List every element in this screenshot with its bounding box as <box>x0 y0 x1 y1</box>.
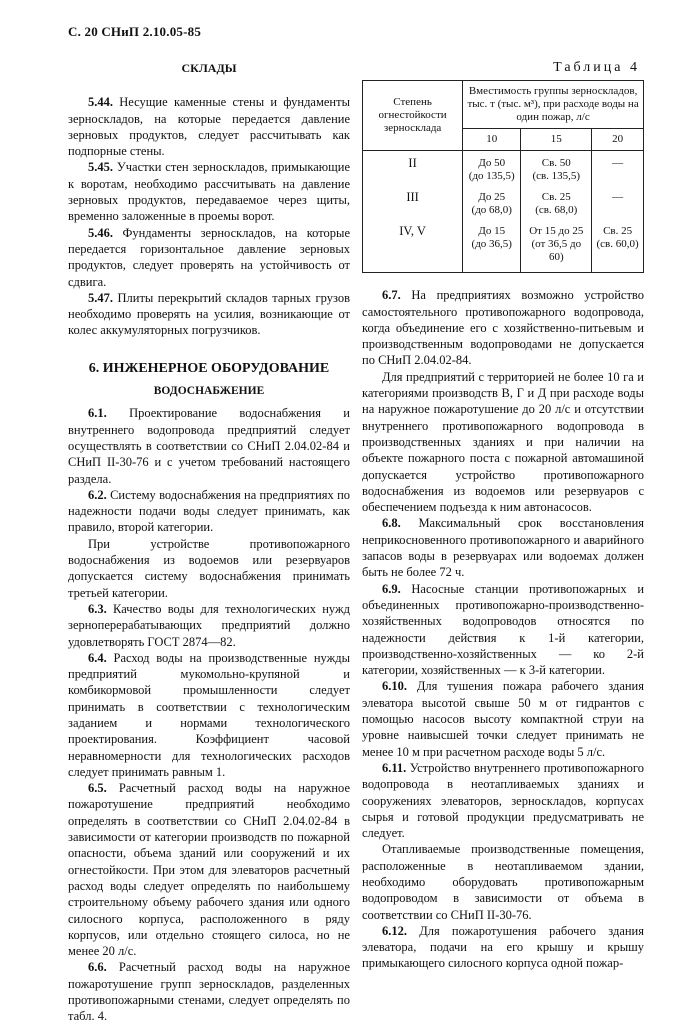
cell-15 <box>521 219 592 273</box>
clause-number: 6.5. <box>88 781 107 796</box>
cell-15 <box>521 185 592 219</box>
clause-number: 6.4. <box>88 650 107 665</box>
clause-text: Насосные станции противопожарных и объединенных противопожарно-производственно-хозяйственных водопроводов относятся по надежности действия к 1-й категории, производственно-хозяйственных — ко 2-й категории, хозяйственных — к 3-й категории. <box>362 581 645 678</box>
cell-line: (св. 60,0) <box>596 238 639 251</box>
clause-number: 6.2. <box>88 487 107 502</box>
cell-15 <box>521 151 592 186</box>
cell-line: Св. 50 <box>541 157 571 170</box>
paragraph-5-44 <box>68 94 350 159</box>
clause-text: Отапливаемые производственные помещения, расположенные в неотапливаемом здании, необходимо оборудовать противопожарным водопроводом в зависимости от объема в соответствии со СНиП II-30-76. <box>362 842 644 922</box>
cell-10 <box>463 151 521 186</box>
paragraph-6-2 <box>68 487 350 536</box>
clause-text: Несущие каменные стены и фундаменты зерноскладов, на которые передается давление зерновых продуктов, следует рассчитывать как подпорные стены. <box>68 95 350 159</box>
clause-text: Расход воды на производственные нужды предприятий мукомольно-крупяной и комбикормовой промышленности следует принимать в соответствии с технологическим заданием и нормами технологического проектирования. Коэффициент часовой неравномерности для технологических расходов следует принимать равным 1. <box>68 650 351 779</box>
cell-line: — <box>612 157 624 170</box>
flow-header-20: 20 <box>592 129 644 151</box>
clause-number: 6.12. <box>382 923 407 938</box>
table-row <box>363 185 644 219</box>
cell-line: От 15 до 25 <box>529 225 584 238</box>
cell-20 <box>592 185 644 219</box>
clause-text: Проектирование водоснабжения и внутреннего водопровода предприятий следует осуществлять в соответствии со СНиП 2.04.02-84 и СНиП II-30-76 и с учетом требований настоящего раздела. <box>68 406 350 486</box>
cell-line: До 25 <box>478 191 506 204</box>
left-column <box>68 60 350 1025</box>
clause-text: Максимальный срок восстановления неприкосновенного противопожарного и аварийного запасов воды в резервуарах или водоемах должен быть не более 72 ч. <box>362 516 645 580</box>
clause-text: Расчетный расход воды на наружное пожаротушение групп зерноскладов, разделенных противопожарными стенами, следует определять по табл. 4. <box>68 960 350 1024</box>
clause-number: 6.9. <box>382 581 401 596</box>
table-caption: Таблица 4 <box>553 60 640 75</box>
cell-degree: IV, V <box>363 219 463 273</box>
clause-text: Фундаменты зерноскладов, на которые передается горизонтальное давление зерновых продуктов, следует проверять на устойчивость от сдвига. <box>68 225 350 289</box>
cell-line: (от 36,5 до 60) <box>531 238 582 264</box>
table-row <box>363 151 644 186</box>
clause-text: При устройстве противопожарного водоснабжения из водоемов или резервуаров допускается систему водоснабжения принимать третьей категории. <box>68 536 350 600</box>
cell-line: Св. 25 <box>603 225 633 238</box>
clause-text: Для тушения пожара рабочего здания элеватора высотой свыше 50 м от гидрантов с помощью насосов высоту компактной струи на уровне наивысшей точки следует принимать не менее 10 м при расчетном расходе воды 5 л/с. <box>362 679 644 759</box>
clause-number: 5.46. <box>88 225 113 240</box>
cell-line: (до 135,5) <box>468 170 515 183</box>
subsection-title: ВОДОСНАБЖЕНИЕ <box>153 385 265 398</box>
cell-degree: II <box>363 151 463 186</box>
table-4 <box>362 80 644 273</box>
section-title-sklady: СКЛАДЫ <box>181 61 237 75</box>
clause-text: Для предприятий с территорией не более 10 га и категориями производств В, Г и Д при расходе воды на наружное пожаротушение до 20 л/с и отсутствии внутреннего противопожарного водопровода в производственных зданиях и при наличии на объекте пожарного поста с пожарной автомашиной допускается устройство противопожарного водоснабжения из водоемов или резервуаров с обеспечением подъезда к ним автонасосов. <box>362 369 644 515</box>
clause-text: Систему водоснабжения на предприятиях по надежности подачи воды следует принимать, как правило, второй категории. <box>68 487 351 535</box>
paragraph-6-2-cont <box>68 536 350 601</box>
clause-number: 6.6. <box>88 960 107 975</box>
clause-text: Участки стен зерноскладов, примыкающие к воротам, необходимо рассчитывать на давление зерновых продуктов, передаваемое через щиты, временно заложенные в проемы ворот. <box>68 160 350 224</box>
chapter-title: 6. ИНЖЕНЕРНОЕ ОБОРУДОВАНИЕ <box>88 360 330 376</box>
cell-line: (до 68,0) <box>471 204 512 217</box>
table-row <box>363 219 644 273</box>
paragraph-5-46 <box>68 225 350 290</box>
paragraph-6-7 <box>362 287 644 368</box>
paragraph-6-11-cont <box>362 841 644 922</box>
clause-number: 6.8. <box>382 516 401 531</box>
clause-number: 5.44. <box>88 95 113 110</box>
paragraph-5-47 <box>68 290 350 339</box>
clause-text: Плиты перекрытий складов тарных грузов необходимо проверять на усилия, возникающие от колес аккумуляторных погрузчиков. <box>68 290 350 338</box>
cell-10 <box>463 185 521 219</box>
cell-20 <box>592 151 644 186</box>
clause-number: 6.7. <box>382 288 401 303</box>
flow-header-10: 10 <box>463 129 521 151</box>
clause-number: 6.1. <box>88 406 107 421</box>
cell-10 <box>463 219 521 273</box>
cell-20 <box>592 219 644 273</box>
cell-line: (до 36,5) <box>471 238 512 251</box>
clause-number: 5.47. <box>88 290 113 305</box>
cell-line: До 15 <box>478 225 506 238</box>
clause-number: 6.3. <box>88 601 107 616</box>
paragraph-5-45 <box>68 159 350 224</box>
paragraph-6-6 <box>68 959 350 1024</box>
paragraph-6-12 <box>362 923 644 972</box>
paragraph-6-8 <box>362 515 644 580</box>
cell-line: (св. 68,0) <box>535 204 578 217</box>
paragraph-6-4 <box>68 650 350 780</box>
cell-line: — <box>612 191 624 204</box>
flow-header-15: 15 <box>521 129 592 151</box>
cell-line: Св. 25 <box>541 191 571 204</box>
clause-number: 5.45. <box>88 160 113 175</box>
paragraph-6-11 <box>362 760 644 841</box>
clause-number: 6.11. <box>382 760 407 775</box>
right-column <box>362 60 644 972</box>
running-head: С. 20 СНиП 2.10.05-85 <box>68 24 202 39</box>
cell-line: (св. 135,5) <box>532 170 581 183</box>
paragraph-6-9 <box>362 581 644 679</box>
col-header-capacity: Вместимость группы зерноскладов, тыс. т (тыс. м³), при расходе воды на один пожар, л/с <box>463 81 644 129</box>
clause-text: Устройство внутреннего противопожарного водопровода в неотапливаемых зданиях и сооружениях элеваторов, зерноскладов, корпусах сырья и готовой продукции предусматривать не следует. <box>362 760 644 841</box>
paragraph-6-5 <box>68 780 350 959</box>
paragraph-6-3 <box>68 601 350 650</box>
paragraph-6-7-cont <box>362 369 644 516</box>
clause-number: 6.10. <box>382 679 407 694</box>
cell-line: До 50 <box>478 157 506 170</box>
clause-text: На предприятиях возможно устройство самостоятельного противопожарного водопровода, когда объединение его с хозяйственно-питьевым и производственным водопроводами не допускается по СНиП 2.04.02-84. <box>362 288 644 368</box>
paragraph-6-10 <box>362 678 644 759</box>
cell-degree: III <box>363 185 463 219</box>
clause-text: Расчетный расход воды на наружное пожаротушение предприятий необходимо определять в соответствии со СНиП 2.04.02-84 в зависимости от категории производств по пожарной опасности, объема зданий или сооружений и их огнестойкости. При этом для элеваторов расчетный расход воды следует определять по наибольшему строительному объему рабочего здания или одного силосного корпуса, расположенного в ряду корпусов, или отдельно стоящего силоса, но не менее 20 л/с. <box>68 781 350 959</box>
col-header-degree: Степень огнестойкости зерносклада <box>363 81 463 151</box>
paragraph-6-1 <box>68 405 350 486</box>
clause-text: Для пожаротушения рабочего здания элеватора, подачи на его крышу и крышу примыкающего силосного корпуса одной пожар- <box>362 923 644 971</box>
clause-text: Качество воды для технологических нужд зерноперерабатывающих предприятий должно удовлетворять ГОСТ 2874—82. <box>68 601 350 649</box>
